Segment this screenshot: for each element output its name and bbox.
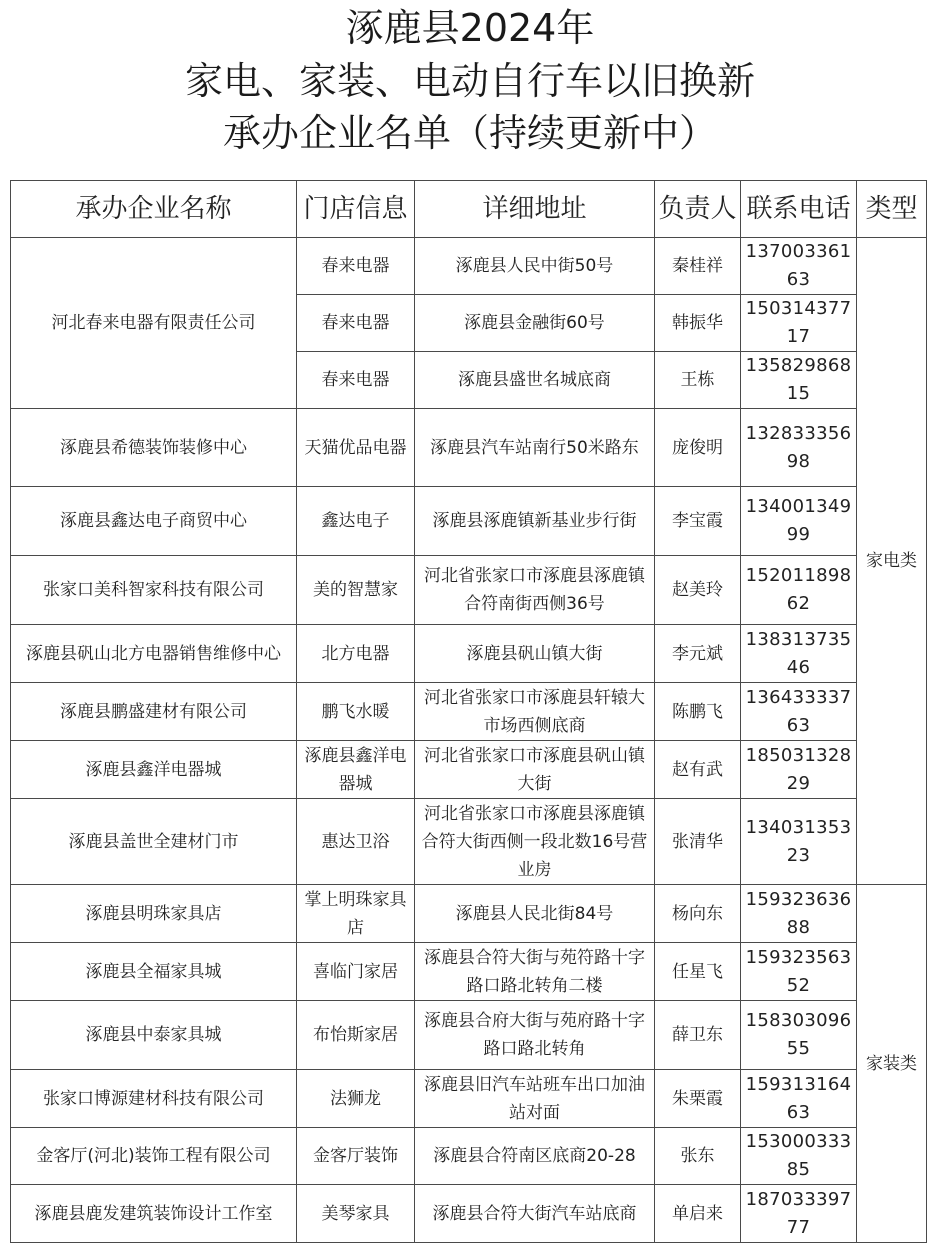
- address-cell: 涿鹿县涿鹿镇新基业步行街: [415, 487, 655, 556]
- address-cell: 涿鹿县合符大街汽车站底商: [415, 1185, 655, 1243]
- table-row: [11, 943, 927, 1001]
- phone-cell: 13700336163: [741, 238, 857, 295]
- table-row: [11, 1185, 927, 1243]
- address-cell: 涿鹿县盛世名城底商: [415, 352, 655, 409]
- table-body: [11, 238, 927, 1243]
- company-name-cell: 涿鹿县鹿发建筑装饰设计工作室: [11, 1185, 297, 1243]
- company-name-cell: 涿鹿县鑫洋电器城: [11, 741, 297, 799]
- store-info-cell: 鑫达电子: [297, 487, 415, 556]
- phone-cell: 13582986815: [741, 352, 857, 409]
- person-cell: 王栋: [655, 352, 741, 409]
- company-name-cell: 张家口美科智家科技有限公司: [11, 556, 297, 625]
- address-cell: 涿鹿县人民北街84号: [415, 885, 655, 943]
- store-info-cell: 北方电器: [297, 625, 415, 683]
- address-cell: 涿鹿县旧汽车站班车出口加油站对面: [415, 1070, 655, 1128]
- company-name-cell: 涿鹿县鹏盛建材有限公司: [11, 683, 297, 741]
- header-company: 承办企业名称: [11, 181, 297, 238]
- title-line-1: 涿鹿县2024年: [345, 6, 595, 50]
- person-cell: 韩振华: [655, 295, 741, 352]
- store-info-cell: 法狮龙: [297, 1070, 415, 1128]
- company-name-cell: 涿鹿县明珠家具店: [11, 885, 297, 943]
- table-row: [11, 487, 927, 556]
- address-cell: 涿鹿县人民中街50号: [415, 238, 655, 295]
- address-cell: 涿鹿县合府大街与苑府路十字路口路北转角: [415, 1001, 655, 1070]
- category-cell: 家电类: [857, 238, 927, 885]
- table-row: [11, 409, 927, 487]
- table-row: [11, 741, 927, 799]
- phone-cell: 15031437717: [741, 295, 857, 352]
- address-cell: 涿鹿县汽车站南行50米路东: [415, 409, 655, 487]
- address-cell: 涿鹿县金融街60号: [415, 295, 655, 352]
- person-cell: 张东: [655, 1128, 741, 1185]
- address-cell: 涿鹿县合符大街与苑符路十字路口路北转角二楼: [415, 943, 655, 1001]
- person-cell: 杨向东: [655, 885, 741, 943]
- phone-cell: 13403135323: [741, 799, 857, 885]
- table-row: [11, 625, 927, 683]
- store-info-cell: 春来电器: [297, 295, 415, 352]
- store-info-cell: 金客厅装饰: [297, 1128, 415, 1185]
- table-row: [11, 238, 927, 295]
- phone-cell: 15830309655: [741, 1001, 857, 1070]
- company-name-cell: 金客厅(河北)装饰工程有限公司: [11, 1128, 297, 1185]
- header-type: 类型: [857, 181, 927, 238]
- header-person: 负责人: [655, 181, 741, 238]
- store-info-cell: 喜临门家居: [297, 943, 415, 1001]
- person-cell: 单启来: [655, 1185, 741, 1243]
- store-info-cell: 布怡斯家居: [297, 1001, 415, 1070]
- phone-cell: 13400134999: [741, 487, 857, 556]
- company-name-cell: 张家口博源建材科技有限公司: [11, 1070, 297, 1128]
- address-cell: 涿鹿县合符南区底商20-28: [415, 1128, 655, 1185]
- title-line-2: 家电、家装、电动自行车以旧换新: [184, 59, 755, 103]
- company-name-cell: 涿鹿县希德装饰装修中心: [11, 409, 297, 487]
- header-phone: 联系电话: [741, 181, 857, 238]
- address-cell: 河北省张家口市涿鹿县涿鹿镇合符大街西侧一段北数16号营业房: [415, 799, 655, 885]
- person-cell: 李元斌: [655, 625, 741, 683]
- person-cell: 朱栗霞: [655, 1070, 741, 1128]
- company-name-cell: 涿鹿县鑫达电子商贸中心: [11, 487, 297, 556]
- store-info-cell: 春来电器: [297, 352, 415, 409]
- person-cell: 张清华: [655, 799, 741, 885]
- store-info-cell: 涿鹿县鑫洋电器城: [297, 741, 415, 799]
- person-cell: 秦桂祥: [655, 238, 741, 295]
- store-info-cell: 美琴家具: [297, 1185, 415, 1243]
- store-info-cell: 美的智慧家: [297, 556, 415, 625]
- phone-cell: 13643333763: [741, 683, 857, 741]
- phone-cell: 18703339777: [741, 1185, 857, 1243]
- person-cell: 赵美玲: [655, 556, 741, 625]
- person-cell: 陈鹏飞: [655, 683, 741, 741]
- company-name-cell: 涿鹿县矾山北方电器销售维修中心: [11, 625, 297, 683]
- header-store: 门店信息: [297, 181, 415, 238]
- address-cell: 河北省张家口市涿鹿县矾山镇大街: [415, 741, 655, 799]
- header-address: 详细地址: [415, 181, 655, 238]
- table-row: [11, 885, 927, 943]
- phone-cell: 18503132829: [741, 741, 857, 799]
- phone-cell: 15931316463: [741, 1070, 857, 1128]
- table-row: [11, 1128, 927, 1185]
- company-name-cell: 涿鹿县全福家具城: [11, 943, 297, 1001]
- phone-cell: 15300033385: [741, 1128, 857, 1185]
- person-cell: 薛卫东: [655, 1001, 741, 1070]
- person-cell: 赵有武: [655, 741, 741, 799]
- category-cell: 家装类: [857, 885, 927, 1243]
- address-cell: 河北省张家口市涿鹿县轩辕大市场西侧底商: [415, 683, 655, 741]
- table-row: [11, 1070, 927, 1128]
- store-info-cell: 春来电器: [297, 238, 415, 295]
- table-row: [11, 556, 927, 625]
- person-cell: 任星飞: [655, 943, 741, 1001]
- person-cell: 李宝霞: [655, 487, 741, 556]
- address-cell: 涿鹿县矾山镇大街: [415, 625, 655, 683]
- person-cell: 庞俊明: [655, 409, 741, 487]
- phone-cell: 15932356352: [741, 943, 857, 1001]
- store-info-cell: 惠达卫浴: [297, 799, 415, 885]
- store-info-cell: 掌上明珠家具店: [297, 885, 415, 943]
- store-info-cell: 鹏飞水暖: [297, 683, 415, 741]
- phone-cell: 15201189862: [741, 556, 857, 625]
- table-row: [11, 683, 927, 741]
- table-row: [11, 799, 927, 885]
- company-name-cell: 涿鹿县中泰家具城: [11, 1001, 297, 1070]
- enterprise-table: [10, 180, 927, 1243]
- company-name-cell: 涿鹿县盖世全建材门市: [11, 799, 297, 885]
- store-info-cell: 天猫优品电器: [297, 409, 415, 487]
- phone-cell: 13831373546: [741, 625, 857, 683]
- phone-cell: 13283335698: [741, 409, 857, 487]
- company-name-cell: 河北春来电器有限责任公司: [11, 238, 297, 409]
- title-line-3: 承办企业名单（持续更新中）: [222, 111, 717, 155]
- phone-cell: 15932363688: [741, 885, 857, 943]
- address-cell: 河北省张家口市涿鹿县涿鹿镇合符南街西侧36号: [415, 556, 655, 625]
- header-row: [11, 181, 927, 238]
- table-row: [11, 1001, 927, 1070]
